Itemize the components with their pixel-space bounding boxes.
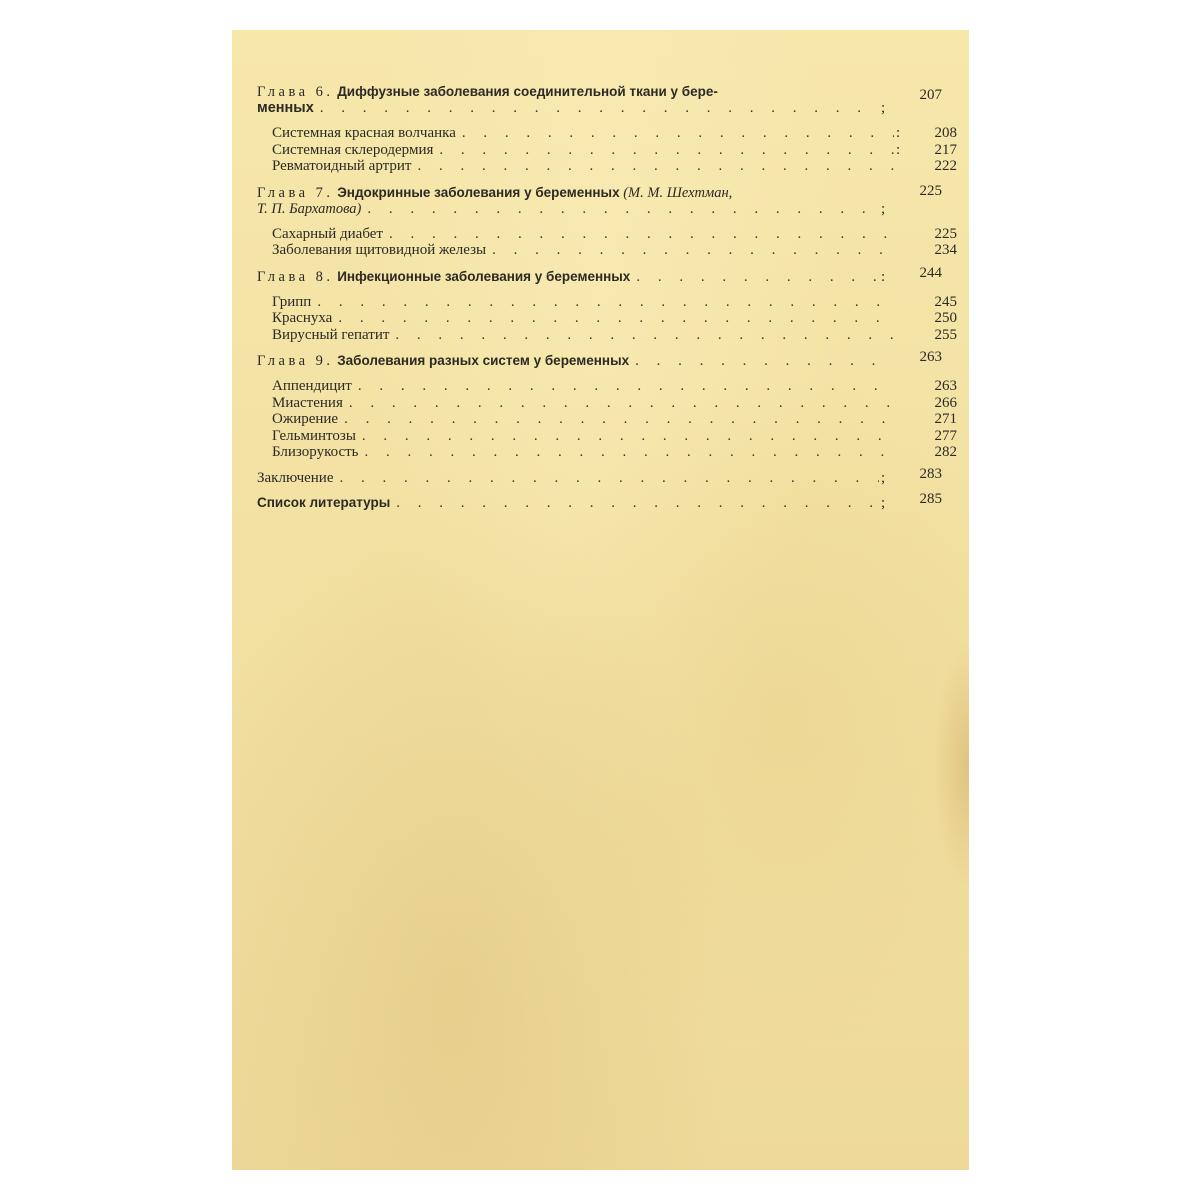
page-number: 244 [919,264,942,281]
conclusion-label: Заключение [257,469,334,486]
paper-stain [933,640,969,890]
toc-section [257,225,957,243]
toc-section [257,310,957,327]
dot-leader [349,395,894,412]
book-page [232,30,969,1170]
page-number: 263 [934,378,957,394]
section-label: Вирусный гепатит [272,326,390,343]
section-label: Системная склеродермия [272,141,434,158]
section-label: Сахарный диабет [272,225,383,242]
page-number: 207 [919,87,942,103]
section-label: Заболевания щитовидной железы [272,242,487,258]
chapter-prefix: Глава 9. [257,353,334,369]
toc-chapter-6: Глава 6. Диффузные заболевания соединительной ткани у бере- менных . . . ; 207 [257,84,887,116]
page-number: 263 [919,349,942,365]
toc-chapter-8: Глава 8. Инфекционные заболевания у беременных . . . : 244 [257,269,887,285]
references-label: Список литературы [257,494,391,510]
page-number: 282 [934,444,957,460]
dot-leader [462,125,894,142]
page-number: 277 [934,427,957,444]
toc-section [257,411,957,428]
toc-section [257,293,957,311]
section-label: Миастения [272,394,343,411]
dot-leader [439,142,894,159]
toc-section [257,326,957,344]
page-number: 250 [934,310,957,326]
page-number: 271 [934,411,957,427]
section-label: Системная красная волчанка [272,125,456,141]
dot-leader [362,428,894,445]
chapter-title: Инфекционные заболевания у беременных [337,268,631,284]
section-label: Аппендицит [272,378,352,394]
page-number: 245 [934,293,957,310]
section-label: Гельминтозы [272,427,356,444]
table-of-contents [257,84,957,511]
toc-section [257,444,957,461]
page-number: 208 [934,125,957,141]
page-number: 255 [934,326,957,343]
dot-leader [367,201,879,217]
dot-leader [636,269,879,285]
chapter-title: Диффузные заболевания соединительной ткани у бере- [337,84,718,99]
chapter-title: Эндокринные заболевания у беременных [337,184,620,200]
toc-section: Системная красная волчанка . . . : 208 [257,125,902,142]
dot-leader [320,100,879,116]
toc-section [257,158,957,175]
dot-leader [358,378,894,395]
page-number: 283 [919,465,942,482]
page-number: 225 [919,182,942,199]
dot-leader [389,226,894,243]
dot-leader [635,353,879,369]
page-number: 234 [934,242,957,258]
dot-leader [344,411,894,428]
toc-section [257,378,957,395]
dot-leader [492,242,894,259]
toc-section [257,394,957,412]
section-label: Ожирение [272,411,339,427]
toc-conclusion: Заключение . . . ; 283 [257,470,887,486]
chapter-prefix: Глава 8. [257,268,334,285]
dot-leader [340,470,880,486]
section-label: Краснуха [272,310,333,326]
dot-leader [365,444,894,461]
chapter-title-continued: менных [257,100,314,116]
section-label: Ревматоидный артрит [272,158,412,174]
chapter-title: Заболевания разных систем у беременных [337,353,630,368]
page-number: 285 [919,490,942,507]
page-number: 217 [934,141,957,158]
chapter-authors: (М. М. Шехтман, [623,184,733,201]
section-label: Близорукость [272,444,359,460]
dot-leader [417,158,894,175]
chapter-prefix: Глава 6. [257,84,334,100]
chapter-authors-continued: Т. П. Бархатова) [257,200,362,217]
toc-section: Системная склеродермия . . . : 217 [257,142,902,159]
toc-section [257,427,957,445]
dot-leader [317,294,894,311]
toc-chapter-9 [257,349,942,369]
dot-leader [395,327,894,344]
dot-leader [396,495,879,511]
toc-chapter-7: Глава 7. Эндокринные заболевания у беременных (М. М. Шехтман, Т. П. Бархатова) . . . ; 225 [257,185,887,217]
chapter-prefix: Глава 7. [257,184,334,201]
toc-section [257,242,957,259]
section-label: Грипп [272,293,312,310]
toc-references: Список литературы . . . ; 285 [257,495,887,511]
page-number: 266 [934,394,957,411]
dot-leader [338,310,894,327]
page-number: 222 [934,158,957,174]
page-number: 225 [934,225,957,242]
